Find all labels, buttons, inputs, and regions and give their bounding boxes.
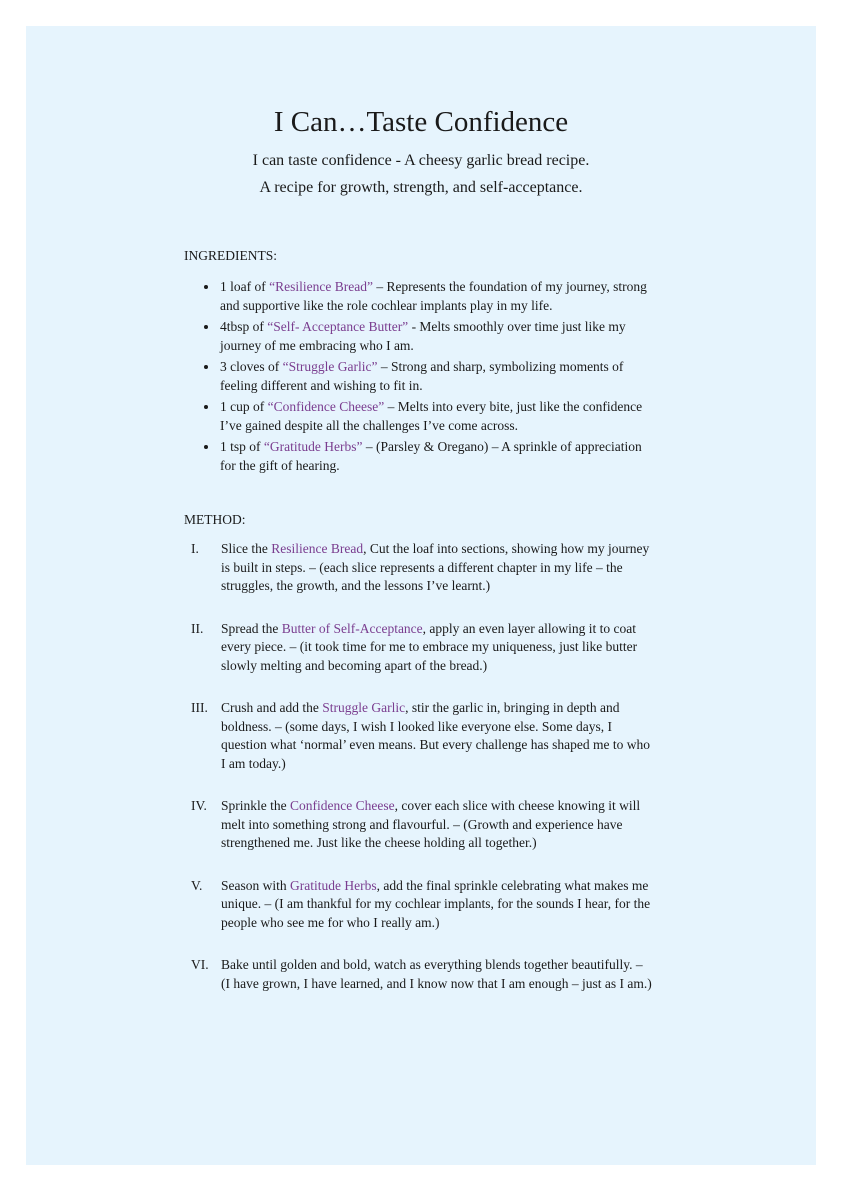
ingredient-quantity: 4tbsp of (220, 319, 268, 334)
ingredients-heading: INGREDIENTS: (184, 248, 277, 263)
step-intro: Crush and add the (221, 700, 323, 715)
step-number: II. (191, 620, 204, 636)
step-intro: Sprinkle the (221, 798, 290, 813)
ingredient-description: – (Parsley & Oregano) – A sprinkle of appreciation for the gift of hearing. (220, 439, 642, 473)
step-number: V. (191, 877, 203, 893)
step-number: III. (191, 700, 208, 715)
method-step (184, 797, 654, 853)
ingredient-name: “Gratitude Herbs” (263, 439, 363, 454)
step-number: I. (191, 541, 199, 556)
ingredient-description: – Strong and sharp, symbolizing moments of feeling different and wishing to fit in. (220, 359, 624, 393)
step-ingredient: Butter of Self-Acceptance (281, 620, 423, 636)
step-number: VI. (191, 957, 209, 972)
method-heading: METHOD: (184, 512, 246, 527)
ingredient-name: “Confidence Cheese” (267, 399, 385, 414)
method-list (184, 540, 654, 1017)
step-text: , stir the garlic in, bringing in depth and boldness. – (some days, I wish I looked like everyone else. Some days, I question what ‘normal’ even means. But every challenge has shaped me to who I am today.) (221, 700, 650, 771)
step-text: , Cut the loaf into sections, showing how my journey is built in steps. – (each slice represents a different chapter in my life – the struggles, the growth, and the lessons I’ve learnt.) (221, 541, 650, 593)
step-intro: Season with (221, 877, 290, 893)
ingredient-quantity: 3 cloves of (220, 359, 283, 374)
method-step (184, 620, 654, 676)
step-text: , cover each slice with cheese knowing it will melt into something strong and flavourful. – (Growth and experience have strengthened me. Just like the cheese holding all together.) (221, 798, 641, 850)
step-intro: Spread the (221, 620, 282, 636)
method-step (184, 540, 654, 596)
step-text: , add the final sprinkle celebrating what makes me unique. – (I am thankful for my cochlear implants, for the sounds I hear, for the people who see me for who I really am.) (221, 877, 651, 930)
ingredient-item (184, 357, 654, 395)
step-text: , apply an even layer allowing it to coat every piece. – (it took time for me to embrace my uniqueness, just like butter slowly melting and becoming apart of the bread.) (221, 620, 638, 673)
step-intro: Slice the (221, 541, 272, 556)
ingredient-item (184, 277, 654, 315)
ingredient-quantity: 1 loaf of (220, 279, 270, 294)
method-step (184, 956, 654, 993)
page-title: I Can…Taste Confidence (273, 106, 569, 138)
ingredient-item (184, 397, 654, 435)
ingredient-description: – Represents the foundation of my journey, strong and supportive like the role cochlear implants play in my life. (220, 279, 647, 313)
ingredient-description: – Melts into every bite, just like the confidence I’ve gained despite all the challenges I’ve come across. (220, 399, 643, 433)
method-step (184, 877, 654, 933)
step-ingredient: Confidence Cheese (290, 798, 395, 813)
step-ingredient: Gratitude Herbs (290, 877, 377, 893)
ingredient-name: “Resilience Bread” (269, 279, 373, 294)
ingredient-quantity: 1 tsp of (220, 439, 264, 454)
subtitle-line-1: I can taste confidence - A cheesy garlic bread recipe. (252, 152, 590, 169)
step-intro: Bake until golden and bold, watch as everything blends together beautifully. – (I have grown, I have learned, and I know now that I am enough – just as I am.) (221, 957, 652, 991)
document-page (26, 26, 816, 1165)
method-step (184, 699, 654, 773)
step-ingredient: Struggle Garlic (322, 700, 406, 715)
step-ingredient: Resilience Bread (271, 541, 364, 556)
ingredient-item (184, 437, 654, 475)
ingredients-list (184, 277, 654, 477)
ingredient-description: - Melts smoothly over time just like my journey of me embracing who I am. (220, 319, 626, 353)
step-number: IV. (191, 798, 207, 813)
ingredient-item (184, 317, 654, 355)
ingredient-name: “Self- Acceptance Butter” (267, 319, 409, 334)
ingredient-quantity: 1 cup of (220, 399, 268, 414)
ingredient-name: “Struggle Garlic” (282, 359, 378, 374)
subtitle-line-2: A recipe for growth, strength, and self-acceptance. (259, 179, 583, 196)
